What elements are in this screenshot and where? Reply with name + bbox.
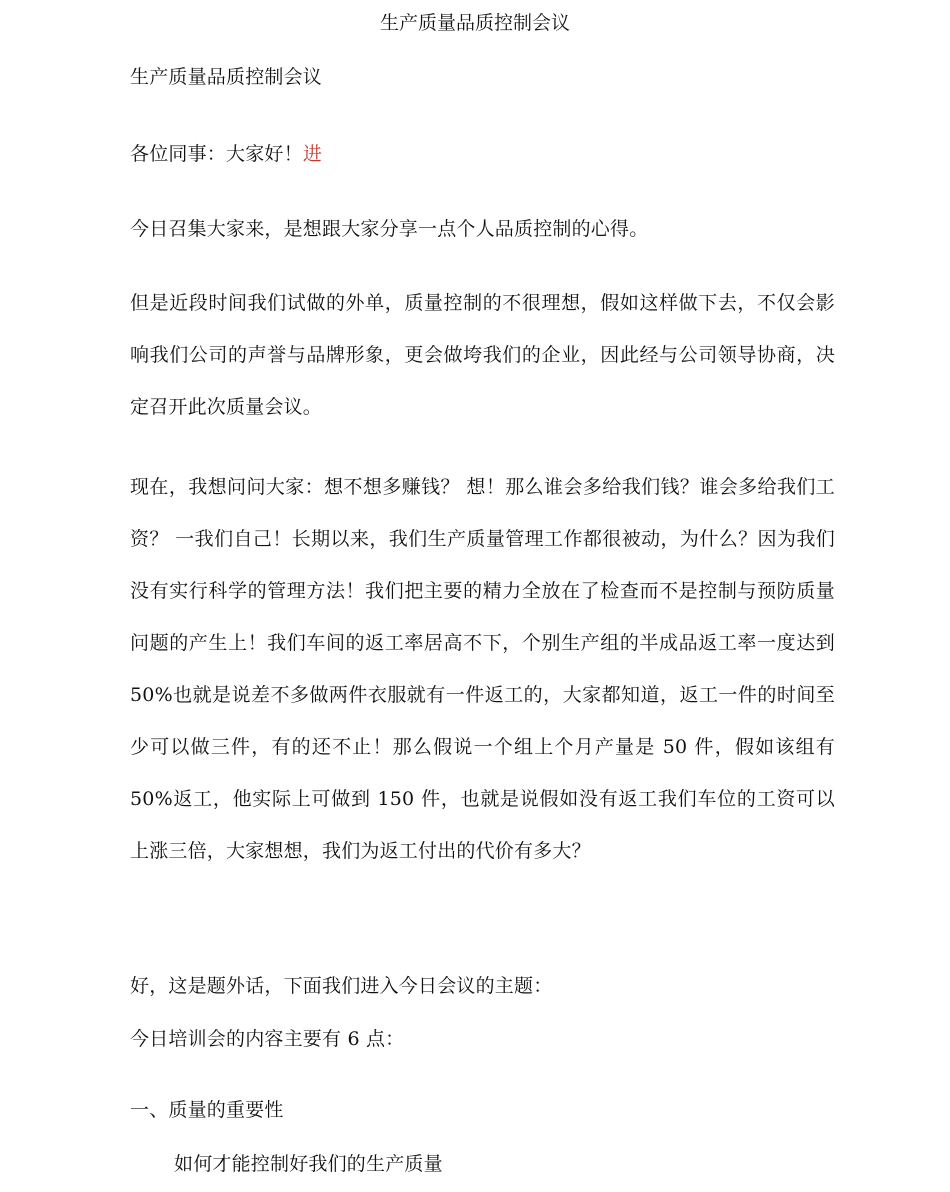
paragraph-3: 好，这是题外话，下面我们进入今日会议的主题：: [130, 975, 553, 997]
paragraph-4: 今日培训会的内容主要有 6 点：: [130, 1028, 405, 1050]
greeting-text: 各位同事：大家好！: [130, 143, 303, 165]
section-heading-1: 一、质量的重要性: [130, 1099, 284, 1121]
page-header-title: 生产质量品质控制会议: [379, 12, 570, 34]
greeting: [130, 141, 835, 167]
paragraph-1: 但是近段时间我们试做的外单，质量控制的不很理想，假如这样做下去，不仅会影响我们公司的声誉与品牌形象，更会做垮我们的企业，因此经与公司领导协商，决定召开此次质量会议。: [130, 292, 835, 418]
section-1-subheading: 如何才能控制好我们的生产质量: [174, 1153, 443, 1175]
paragraph-2: 现在，我想问问大家：想不想多赚钱？ 想！那么谁会多给我们钱？谁会多给我们工资？ 一我们自己！长期以来，我们生产质量管理工作都很被动，为什么？因为我们没有实行科学的管理方法！我们把主要的精力全放在了检查而不是控制与预防质量问题的产生上！我们车间的返工率居高不下，个别生产组的半成品返工率一度达到 50%也就是说差不多做两件衣服就有一件返工的，大家都知道，返工一件的时间至少可以做三件，有的还不止！那么假说一个组上个月产量是 50 件，假如该组有 50%返工，他实际上可做到 150 件，也就是说假如没有返工我们车位的工资可以上涨三倍，大家想想，我们为返工付出的代价有多大？: [130, 476, 835, 862]
document-title: 生产质量品质控制会议: [130, 66, 323, 88]
intro-paragraph: 今日召集大家来，是想跟大家分享一点个人品质控制的心得。: [130, 218, 649, 240]
greeting-red-mark: 进: [302, 143, 323, 165]
